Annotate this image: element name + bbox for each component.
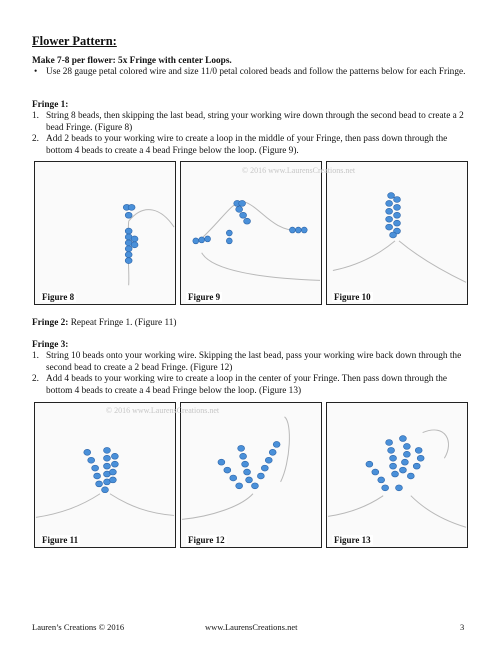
figure-caption: Figure 13 — [334, 535, 371, 545]
intro-bullet-text: Use 28 gauge petal colored wire and size 11/0 petal colored beads and follow the patterns below for each Fringe. — [46, 67, 466, 77]
beaded-fringe-photo — [35, 403, 175, 547]
step-number: 1. — [32, 111, 39, 121]
figure-caption: Figure 12 — [188, 535, 225, 545]
step-number: 2. — [32, 374, 39, 384]
page-title: Flower Pattern: — [32, 34, 117, 48]
step-text: Add 4 beads to your working wire to create a loop in the center of your Fringe. Then pass down through the bottom 4 beads to create a 4 bead Fringe below the loop. (Figure 13) — [46, 374, 448, 396]
beaded-fringe-photo — [181, 403, 321, 547]
beaded-fringe-photo — [327, 403, 467, 547]
beaded-fringe-photo — [327, 162, 467, 304]
watermark: © 2016 www.LaurensCreations.net — [106, 406, 220, 415]
figure-8 — [34, 161, 176, 305]
step-text: Add 2 beads to your working wire to create a loop in the middle of your Fringe, then pass down through the bottom 4 beads to create a 4 bead Fringe below the loop. (Figure 9). — [46, 134, 448, 156]
step-number: 1. — [32, 351, 39, 361]
fringe1-heading: Fringe 1: — [32, 100, 69, 110]
figure-caption: Figure 11 — [42, 535, 79, 545]
fringe2-text: Repeat Fringe 1. (Figure 11) — [70, 318, 177, 328]
fringe1-step-1 — [32, 111, 472, 134]
beaded-fringe-photo — [181, 162, 321, 304]
figure-row-2 — [34, 402, 468, 548]
page-number: 3 — [460, 622, 465, 632]
step-number: 2. — [32, 134, 39, 144]
fringe3-step-1 — [32, 351, 472, 374]
watermark: © 2016 www.LaurensCreations.net — [242, 166, 356, 175]
footer-left: Lauren’s Creations © 2016 — [32, 622, 125, 632]
figure-13 — [326, 402, 468, 548]
intro-bullet — [32, 67, 472, 79]
fringe3-step-2 — [32, 374, 472, 397]
figure-caption: Figure 10 — [334, 292, 371, 302]
fringe2-line — [32, 318, 177, 330]
fringe2-heading: Fringe 2: — [32, 318, 69, 328]
step-text: String 8 beads, then skipping the last bead, string your working wire down through the second bead to create a 2 bead Fringe. (Figure 8) — [46, 111, 464, 133]
bullet-icon: • — [34, 67, 38, 77]
figure-9 — [180, 161, 322, 305]
beaded-fringe-photo — [35, 162, 175, 304]
figure-10 — [326, 161, 468, 305]
figure-caption: Figure 9 — [188, 292, 221, 302]
step-text: String 10 beads onto your working wire. Skipping the last bead, pass your working wire back down through the second bead to create a 2 bead Fringe. (Figure 12) — [46, 351, 462, 373]
fringe3-heading: Fringe 3: — [32, 340, 69, 350]
figure-11 — [34, 402, 176, 548]
figure-caption: Figure 8 — [42, 292, 75, 302]
figure-12 — [180, 402, 322, 548]
fringe1-step-2 — [32, 134, 472, 157]
figure-row-1 — [34, 161, 468, 305]
intro-heading: Make 7-8 per flower: 5x Fringe with center Loops. — [32, 56, 232, 66]
footer-center: www.LaurensCreations.net — [205, 622, 298, 632]
